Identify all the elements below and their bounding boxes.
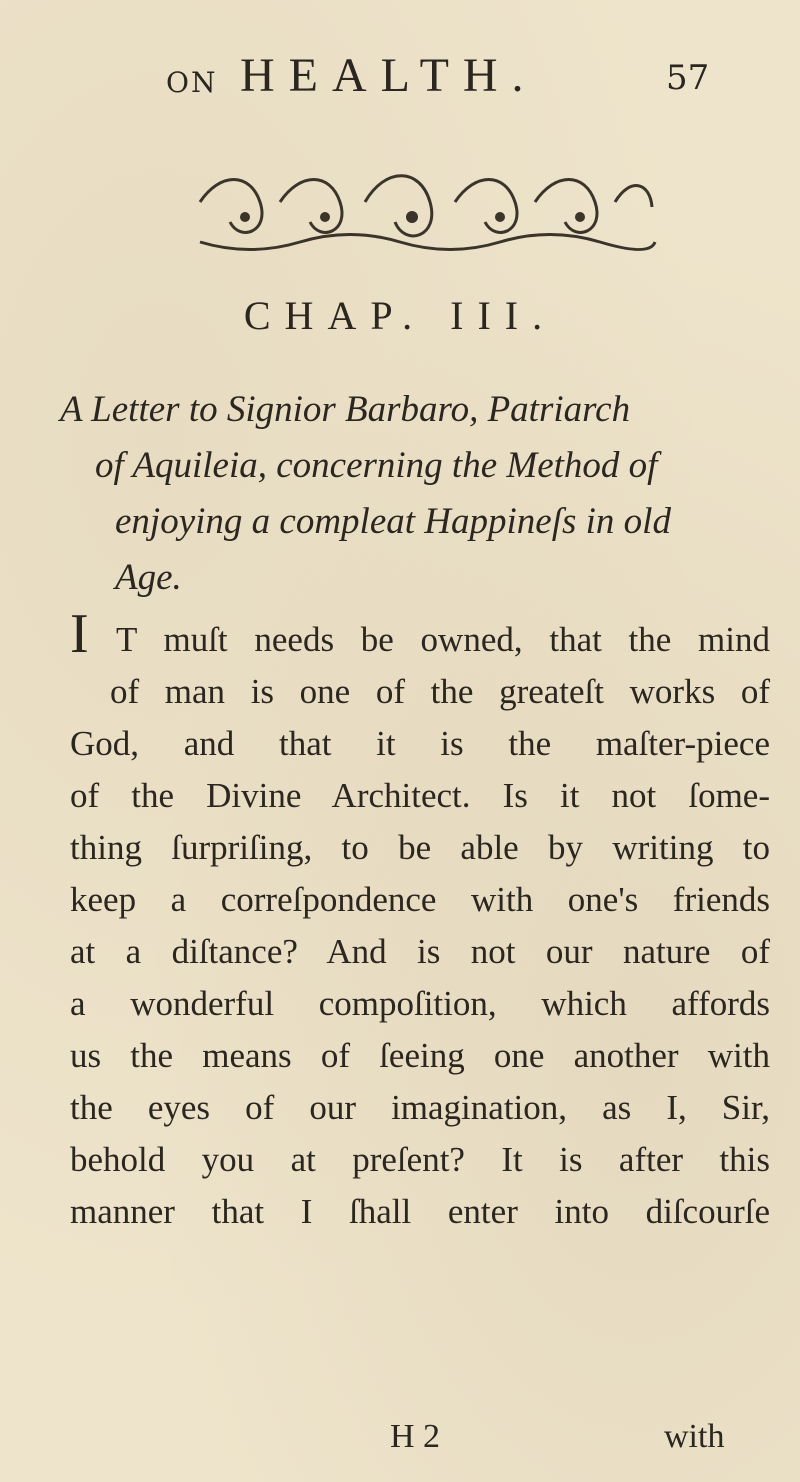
body-line: thing ſurpriſing, to be able by writing to [70, 828, 770, 867]
body-line: of man is one of the greateſt works of [110, 672, 770, 711]
body-line: us the means of ſeeing one another with [70, 1036, 770, 1075]
chapter-subtitle [60, 382, 760, 606]
body-line: behold you at preſent? It is after this [70, 1140, 770, 1179]
subtitle-line: of Aquileia, concerning the Method of [95, 445, 658, 486]
running-head-prefix: ON [166, 66, 218, 99]
subtitle-line: Age. [115, 557, 182, 598]
body-line: at a diſtance? And is not our nature of [70, 932, 770, 971]
catchword: with [664, 1418, 725, 1455]
body-line: keep a correſpondence with one's friends [70, 880, 770, 919]
drop-cap: I [70, 603, 89, 665]
subtitle-line: A Letter to Signior Barbaro, Patriarch [60, 389, 631, 430]
catchline [0, 1418, 800, 1458]
chapter-heading: CHAP. III. [243, 293, 557, 338]
body-line: T muſt needs be owned, that the mind [116, 620, 770, 659]
body-line: manner that I ſhall enter into diſcourſe [70, 1192, 770, 1231]
running-head [0, 48, 800, 108]
subtitle-line: enjoying a compleat Happineſs in old [115, 501, 671, 542]
body-line: the eyes of our imagination, as I, Sir, [70, 1088, 770, 1127]
signature-mark: H 2 [390, 1418, 441, 1455]
body-line: God, and that it is the maſter-piece [70, 724, 770, 763]
body-text [70, 614, 770, 1238]
body-line: of the Divine Architect. Is it not ſome- [70, 776, 770, 815]
running-head-title: HEALTH. [240, 49, 538, 102]
page-number: 57 [666, 58, 710, 98]
floral-headpiece-ornament-icon [190, 162, 660, 262]
body-line: a wonderful compoſition, which affords [70, 984, 770, 1023]
